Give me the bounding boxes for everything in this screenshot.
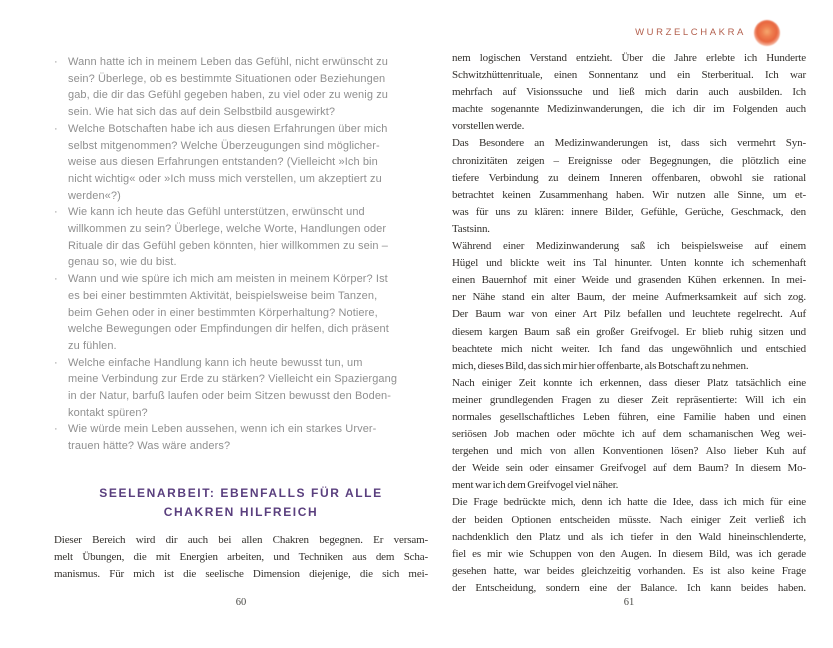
body-text-column: [452, 50, 806, 597]
bullet-marker: ·: [54, 423, 58, 436]
bullet-item: [54, 54, 428, 121]
running-header: [635, 19, 780, 47]
chakra-glow-icon: [754, 20, 780, 46]
bullet-text: Wann und wie spüre ich mich am meisten in meinem Körper? Ist es bei einer bestimmten Aktivität, beispielsweise beim Tanzen, beim Gehen oder in einer bestimmten Körperhaltung? Notiere, welche Bewegungen oder Empfindungen dir helfen, dich präsent zu fühlen.: [68, 273, 389, 352]
bullet-text: Wie würde mein Leben aussehen, wenn ich ein starkes Urver- trauen hätte? Was wäre anders?: [68, 423, 377, 453]
bullet-marker: ·: [54, 206, 58, 219]
bullet-item: [54, 421, 428, 454]
bullet-text: Welche Botschaften habe ich aus diesen Erfahrungen über mich selbst mitgenommen? Welche Überzeugungen sind möglicher- weise aus diesen Erfahrungen entstanden? (Vielleicht »Ich bin nicht wichtig« oder »Ich muss mich verstellen, um akzeptiert zu werden«?): [68, 122, 388, 202]
page-number-right: 61: [623, 597, 635, 608]
right-page: [452, 0, 806, 648]
section-heading: SEELENARBEIT: EBENFALLS FÜR ALLE CHAKREN HILFREICH: [99, 486, 383, 519]
bullet-item: [54, 355, 428, 422]
bullet-marker: ·: [54, 122, 58, 135]
body-paragraph: Während einer Medizinwanderung saß ich beispielsweise auf einem Hügel und blickte weit ins Tal hinunter. Unten konnte ich schemenhaft einen Bauernhof mit einer Weide und grasenden Kühen erkennen. In mei- ner Nähe stand ein alter Baum, der meine Aufmerksamkeit auf sich zog. Der Baum war von einer Art Pilz befallen und leuchtete regelrecht. Auf diesem kargen Baum saß ein großer Greifvogel. Er blieb ruhig sitzen und beachtete mich nicht weiter. Ich fand das ungewöhnlich und entschied mich, dieses Bild, das sich mir hier offenbarte, als Botschaft zu nehmen.: [452, 240, 806, 372]
bullet-item: [54, 204, 428, 271]
page-number-left: 60: [235, 597, 247, 608]
bullet-marker: ·: [54, 356, 58, 369]
left-page: [54, 0, 428, 648]
bullet-item: [54, 271, 428, 355]
bullet-marker: ·: [54, 56, 58, 68]
body-paragraph: nem logischen Verstand entzieht. Über die Jahre erlebte ich Hunderte Schwitzhüttenrituale, einen Sonnentanz und ein Sterberitual. Ich war mehrfach auf Visionssuche und ließ mich darin auch ausbilden. Ich machte sogenannte Medizinwanderungen, die ich dir im Folgenden auch vorstellen werde.: [452, 52, 806, 133]
bullet-marker: ·: [54, 273, 58, 286]
chapter-title-label: WURZELCHAKRA: [635, 27, 746, 38]
body-paragraph: Nach einiger Zeit konnte ich erkennen, dass dieser Platz tatsächlich eine meiner grundlegenden Fragen zu dieser Zeit repräsentierte: Will ich ein normales gesellschaftliches Leben führen, eine Familie haben und einen seriösen Job machen oder möchte ich auf dem schamanischen Weg wei- tergehen und mich von allen Konventionen lösen? Also lieber Kuh auf der Weide sein oder einsamer Greifvogel auf dem Baum? In diesem Mo- ment war ich dem Greifvogel viel näher.: [452, 376, 806, 492]
bullet-text: Wann hatte ich in meinem Leben das Gefühl, nicht erwünscht zu sein? Überlege, ob es bestimmte Situationen oder Beziehungen gab, die dir das Gefühl gegeben haben, zu viel oder zu wenig zu sein. Wie hat sich das auf dein Selbstbild ausgewirkt?: [68, 56, 389, 119]
body-paragraph: Das Besondere an Medizinwanderungen ist, dass sich vermehrt Syn- chronizitäten zeigen – Ereignisse oder Begegnungen, die plötzlich eine tiefere Verbindung zu deinem Inneren offenbaren, obwohl sie rational betrachtet keinen Zusammenhang haben. Wir nutzen alle Sinne, um et- was für uns zu klären: innere Bilder, Gefühle, Gerüche, Geschmack, den Tastsinn.: [452, 137, 806, 235]
bullet-text: Wie kann ich heute das Gefühl unterstützen, erwünscht und willkommen zu sein? Überlege, welche Worte, Handlungen oder Rituale dir das Gefühl geben könnten, hier willkommen zu sein – genau so, wie du bist.: [68, 206, 388, 269]
bullet-item: [54, 121, 428, 205]
body-paragraph: Die Frage bedrückte mich, denn ich hatte die Idee, dass ich mich für eine der beiden Optionen entscheiden müsste. Nach einiger Zeit verließ ich nachdenklich den Platz und als ich tiefer in den Wald hineinschlenderte, fiel es mir wie Schuppen von den Augen. In diesem Bild, was ich gerade gesehen hatte, war beides gleichzeitig vorhanden. Es ist also keine Frage der Entscheidung, sondern eine der Balance. Ich kann beides haben.: [452, 496, 806, 594]
body-paragraph: Dieser Bereich wird dir auch bei allen Chakren begegnen. Er versam- melt Übungen, die mit Energien arbeiten, und Techniken aus dem Scha- manismus. Für mich ist die seelische Dimension diejenige, die sich mei-: [54, 534, 428, 581]
reflection-question-list: [54, 54, 428, 455]
bullet-text: Welche einfache Handlung kann ich heute bewusst tun, um meine Verbindung zur Erde zu stärken? Vielleicht ein Spaziergang in der Natur, barfuß laufen oder beim Sitzen bewusst den Boden- kontakt spüren?: [68, 356, 398, 419]
